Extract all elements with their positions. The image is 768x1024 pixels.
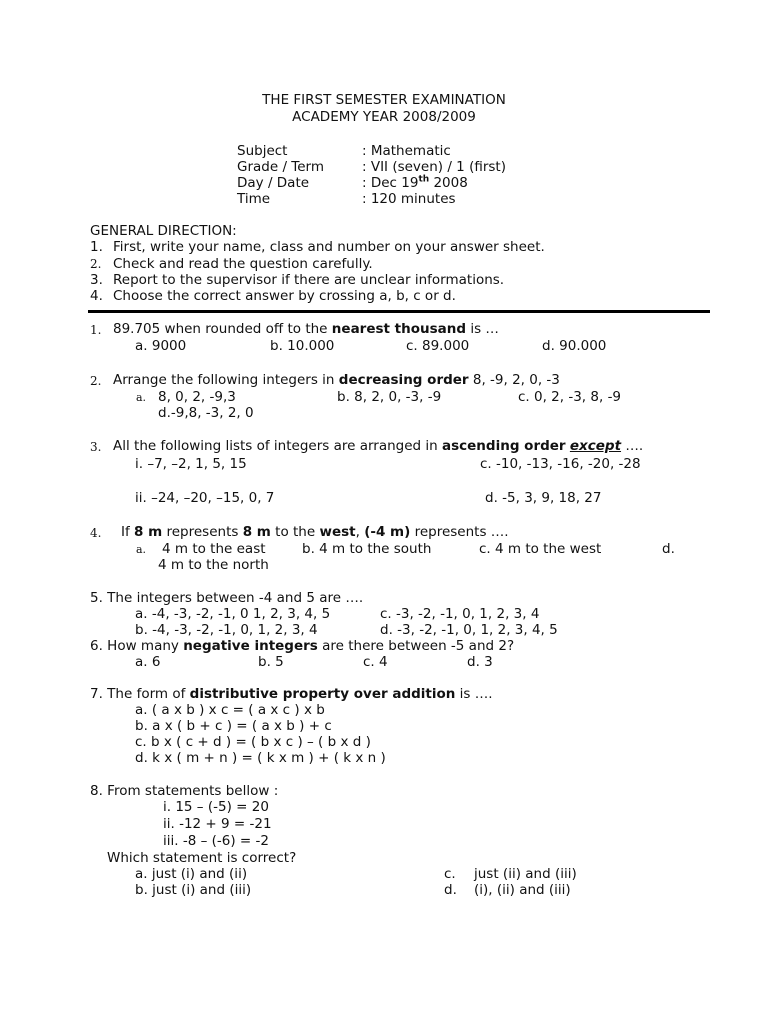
q8-option-d: (i), (ii) and (iii) (474, 882, 571, 898)
info-label-time: Time (237, 191, 271, 207)
info-value-subject: : Mathematic (362, 143, 451, 159)
q3-option-ii: ii. –24, –20, –15, 0, 7 (135, 490, 275, 506)
info-label-subject: Subject (237, 143, 288, 159)
q4-option-a: 4 m to the east (162, 541, 266, 557)
direction-item-3: Report to the supervisor if there are unclear informations. (113, 272, 505, 288)
info-label-grade: Grade / Term (237, 159, 325, 175)
q8-option-d-letter: d. (444, 882, 457, 898)
q6-option-c: c. 4 (363, 654, 388, 670)
direction-num-3: 3. (90, 272, 103, 288)
q7-option-c: c. b x ( c + d ) = ( b x c ) – ( b x d ) (135, 734, 371, 750)
q1-option-d: d. 90.000 (542, 338, 607, 354)
q8-option-b: b. just (i) and (iii) (135, 882, 252, 898)
q6-option-d: d. 3 (467, 654, 493, 670)
q5-option-d: d. -3, -2, -1, 0, 1, 2, 3, 4, 5 (380, 622, 558, 638)
q5-stem: 5. The integers between -4 and 5 are …. (90, 590, 364, 606)
q8-statement-i: i. 15 – (-5) = 20 (163, 799, 269, 815)
direction-num-4: 4. (90, 288, 103, 304)
q3-option-i: i. –7, –2, 1, 5, 15 (135, 456, 247, 472)
q2-stem: Arrange the following integers in decreasing order 8, -9, 2, 0, -3 (113, 372, 560, 388)
q3-number: 3. (90, 440, 102, 454)
q1-number: 1. (90, 323, 102, 337)
q7-option-b: b. a x ( b + c ) = ( a x b ) + c (135, 718, 332, 734)
q8-option-c: just (ii) and (iii) (474, 866, 577, 882)
q2-option-c: c. 0, 2, -3, 8, -9 (518, 389, 622, 405)
q8-statement-iii: iii. -8 – (-6) = -2 (163, 833, 269, 849)
info-value-time: : 120 minutes (362, 191, 456, 207)
q2-number: 2. (90, 374, 102, 388)
direction-item-2: Check and read the question carefully. (113, 256, 373, 272)
q6-option-a: a. 6 (135, 654, 161, 670)
q3-stem: All the following lists of integers are arranged in ascending order except …. (113, 438, 644, 454)
q3-option-d: d. -5, 3, 9, 18, 27 (485, 490, 602, 506)
direction-heading: GENERAL DIRECTION: (90, 223, 237, 239)
q8-option-a: a. just (i) and (ii) (135, 866, 248, 882)
info-label-date: Day / Date (237, 175, 310, 191)
q7-option-a: a. ( a x b ) x c = ( a x c ) x b (135, 702, 325, 718)
divider-line (88, 310, 710, 313)
q1-option-b: b. 10.000 (270, 338, 335, 354)
q8-question: Which statement is correct? (107, 850, 297, 866)
direction-item-1: First, write your name, class and number on your answer sheet. (113, 239, 545, 255)
q4-option-c: c. 4 m to the west (479, 541, 602, 557)
exam-title: THE FIRST SEMESTER EXAMINATION (262, 92, 506, 108)
q4-option-a-letter: a. (136, 543, 147, 556)
q5-option-b: b. -4, -3, -2, -1, 0, 1, 2, 3, 4 (135, 622, 318, 638)
q5-option-c: c. -3, -2, -1, 0, 1, 2, 3, 4 (380, 606, 540, 622)
q7-stem: 7. The form of distributive property over addition is …. (90, 686, 493, 702)
academy-year: ACADEMY YEAR 2008/2009 (292, 109, 476, 125)
q8-stem: 8. From statements bellow : (90, 783, 279, 799)
direction-num-1: 1. (90, 239, 103, 255)
q1-option-c: c. 89.000 (406, 338, 470, 354)
q4-option-b: b. 4 m to the south (302, 541, 432, 557)
q2-option-b: b. 8, 2, 0, -3, -9 (337, 389, 442, 405)
info-value-grade: : VII (seven) / 1 (first) (362, 159, 506, 175)
q2-option-a: 8, 0, 2, -9,3 (158, 389, 236, 405)
q8-option-c-letter: c. (444, 866, 456, 882)
q4-stem: If 8 m represents 8 m to the west, (-4 m) represents …. (121, 524, 509, 540)
q6-stem: 6. How many negative integers are there between -5 and 2? (90, 638, 515, 654)
q7-option-d: d. k x ( m + n ) = ( k x m ) + ( k x n ) (135, 750, 386, 766)
q2-option-a-letter: a. (136, 391, 147, 404)
q5-option-a: a. -4, -3, -2, -1, 0 1, 2, 3, 4, 5 (135, 606, 331, 622)
q3-option-c: c. -10, -13, -16, -20, -28 (480, 456, 641, 472)
q4-option-d-letter: d. (662, 541, 675, 557)
q6-option-b: b. 5 (258, 654, 284, 670)
q8-statement-ii: ii. -12 + 9 = -21 (163, 816, 272, 832)
direction-item-4: Choose the correct answer by crossing a, b, c or d. (113, 288, 456, 304)
q4-number: 4. (90, 526, 102, 540)
info-value-date: : Dec 19th 2008 (362, 174, 468, 191)
q2-option-d: d.-9,8, -3, 2, 0 (158, 405, 254, 421)
direction-num-2: 2. (90, 257, 102, 271)
q4-option-d: 4 m to the north (158, 557, 269, 573)
q1-option-a: a. 9000 (135, 338, 187, 354)
q1-stem: 89.705 when rounded off to the nearest thousand is … (113, 321, 499, 337)
